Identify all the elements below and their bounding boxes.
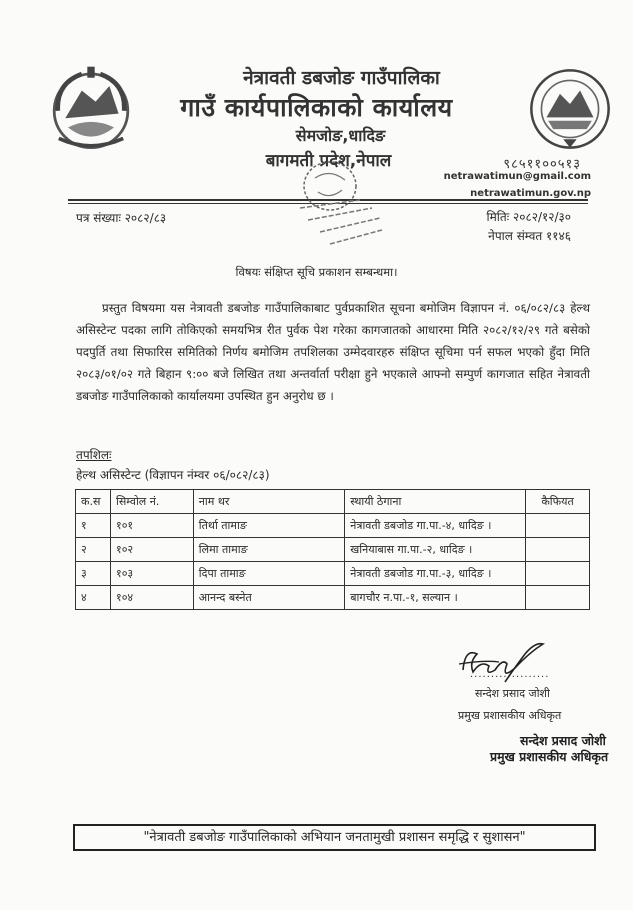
cell-name: तिर्था तामाङ [193,514,344,538]
cell-name: दिपा तामाङ [193,562,344,586]
table-row [76,562,590,586]
office-stamp [290,156,395,256]
signatory-title: प्रमुख प्रशासकीय अधिकृत [458,709,562,722]
table-row [76,514,590,538]
cell-name: लिमा तामाङ [193,538,344,562]
letter-body [76,297,590,407]
cell-remarks [526,562,590,586]
office-name: गाउँ कार्यपालिकाको कार्यालय [180,93,453,122]
signatory-name: सन्देश प्रसाद जोशी [475,687,550,700]
cell-address: खनियाबास गा.पा.-२, धादिङ । [345,538,526,562]
header-symbol-number: सिम्वोल नं. [110,490,193,514]
office-location: सेमजोङ,धादिङ [295,126,386,145]
table-caption: हेल्थ असिस्टेन्ट (विज्ञापन नंम्वर ०६/०८२/८३) [76,468,270,482]
title-stamp: प्रमुख प्रशासकीय अधिकृत [490,749,609,764]
name-stamp: सन्देश प्रसाद जोशी [520,733,606,748]
signature-line: ................... [470,669,550,680]
table-header-row [76,490,590,514]
cell-symbol-number: १०१ [110,514,193,538]
email-address: netrawatimun@gmail.com [443,171,591,182]
header-serial: क.स [76,490,111,514]
cell-serial: १ [76,514,111,538]
cell-symbol-number: १०३ [110,562,193,586]
cell-symbol-number: १०२ [110,538,193,562]
header-address: स्थायी ठेगाना [345,490,526,514]
cell-serial: ३ [76,562,111,586]
cell-remarks [526,514,590,538]
footer-slogan: "नेत्रावती डबजोङ गाउँपालिकाको अभियान जनतामुखी प्रशासन समृद्धि र सुशासन" [73,824,596,851]
details-label: तपशिलः [76,448,112,462]
table-row [76,538,590,562]
header-name: नाम थर [193,490,344,514]
website: netrawatimun.gov.np [470,188,591,199]
cell-address: नेत्रावती डबजोड गा.पा.-४, धादिङ । [345,514,526,538]
phone-number: ९८५११००५१३ [503,157,581,172]
cell-name: आनन्द बस्नेत [193,586,344,610]
cell-serial: २ [76,538,111,562]
municipality-name: नेत्रावती डबजोङ गाउँपालिका [243,67,440,89]
cell-address: नेत्रावती डबजोड गा.पा.-३, धादिङ । [345,562,526,586]
header-remarks: कैफियत [526,490,590,514]
cell-remarks [526,538,590,562]
letter-subject: विषयः संक्षिप्त सूचि प्रकाशन सम्बन्धमा। [235,265,398,279]
province-country: बागमती प्रदेश,नेपाल [265,151,392,171]
cell-remarks [526,586,590,610]
reference-number: पत्र संख्याः २०८२/८३ [76,211,167,225]
body-paragraph: प्रस्तुत विषयमा यस नेत्रावती डबजोङ गाउँपालिकाबाट पुर्वप्रकाशित सूचना बमोजिम विज्ञापन नं. ०६/०८२/८३ हेल्थ असिस्टेन्ट पदका लागि तोकिएको समयभित्र रीत पुर्वक पेश गरेका कागजातको आधारमा मिति २०८२/१२/२९ गते बसेको पदपुर्ति तथा सिफारिस समितिको निर्णय बमोजिम तपशिलका उम्मेदवारहरु संक्षिप्त सूचिमा पर्न सफल भएको हुँदा मिति २०८३/०१/०२ गते बिहान ९:०० बजे लिखित तथा अन्तर्वार्ता परीक्षा हुने भएकाले आफ्नो सम्पुर्ण कागजात सहित नेत्रावती डबजोङ गाउँपालिकाको कार्यालयमा उपस्थित हुन अनुरोध छ । [76,301,590,403]
cell-address: बागचौर न.पा.-१, सल्यान । [345,586,526,610]
table-row [76,586,590,610]
letter-date: मितिः २०८२/१२/३० [486,210,571,224]
cell-serial: ४ [76,586,111,610]
candidate-table [75,489,590,610]
cell-symbol-number: १०४ [110,586,193,610]
nepal-samvat: नेपाल संम्वत ११४६ [488,229,571,243]
